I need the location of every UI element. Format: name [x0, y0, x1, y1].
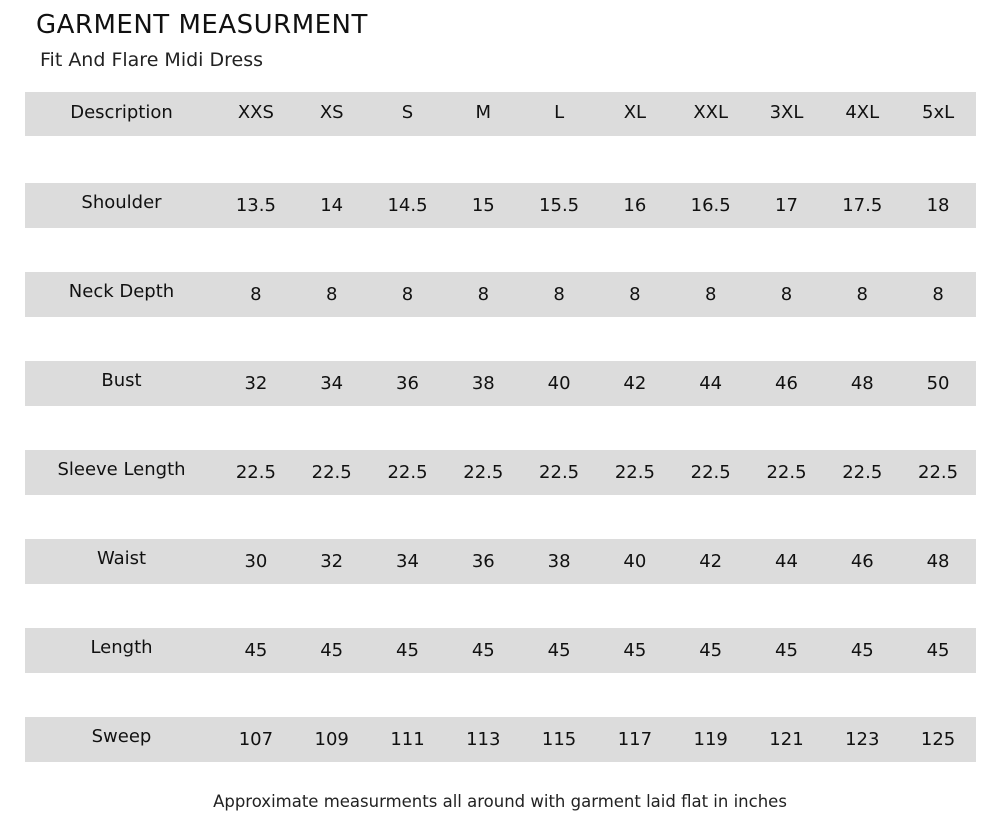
- table-cell: 32: [320, 551, 344, 572]
- table-cell: 45: [471, 640, 495, 661]
- table-cell: 121: [769, 729, 804, 750]
- table-cell: 8: [629, 284, 641, 305]
- size-chart-table: [25, 92, 976, 762]
- table-cell: 38: [547, 551, 571, 572]
- table-row-waist: [25, 539, 976, 584]
- header-description: Description: [70, 101, 173, 123]
- table-cell: 45: [926, 640, 950, 661]
- table-row-shoulder: [25, 183, 976, 228]
- table-cell: 8: [325, 284, 338, 305]
- table-cell: 111: [390, 729, 425, 750]
- table-row-bust: [25, 361, 976, 406]
- table-cell: 45: [396, 640, 419, 661]
- table-cell: 113: [466, 729, 501, 750]
- row-label: Bust: [101, 370, 142, 391]
- header-size-xxl: XXL: [693, 101, 729, 123]
- table-cell: 45: [775, 640, 798, 661]
- table-cell: 8: [780, 284, 793, 305]
- table-cell: 117: [617, 729, 653, 750]
- row-label: Neck Depth: [68, 281, 175, 302]
- table-cell: 22.5: [690, 462, 731, 483]
- table-cell: 15: [471, 195, 495, 216]
- table-cell: 34: [396, 551, 419, 572]
- table-cell: 18: [926, 195, 950, 216]
- table-cell: 50: [926, 373, 950, 394]
- table-cell: 14: [320, 195, 344, 216]
- table-cell: 8: [477, 284, 490, 305]
- table-cell: 115: [541, 729, 577, 750]
- table-cell: 46: [850, 551, 874, 572]
- table-row-sweep: [25, 717, 976, 762]
- page-title: GARMENT MEASURMENT: [36, 10, 368, 40]
- table-cell: 48: [926, 551, 950, 572]
- table-cell: 45: [699, 640, 723, 661]
- table-cell: 125: [920, 729, 956, 750]
- header-size-l: L: [554, 101, 565, 123]
- table-cell: 45: [623, 640, 647, 661]
- table-cell: 17: [775, 195, 798, 216]
- header-size-xs: XS: [319, 101, 344, 123]
- table-cell: 30: [244, 551, 268, 572]
- table-cell: 8: [932, 284, 944, 305]
- table-cell: 22.5: [539, 462, 580, 483]
- header-size-xxs: XXS: [237, 101, 274, 123]
- row-label: Sweep: [91, 726, 152, 747]
- table-cell: 34: [320, 373, 344, 394]
- table-cell: 22.5: [311, 462, 352, 483]
- table-cell: 22.5: [918, 462, 959, 483]
- table-cell: 107: [238, 729, 274, 750]
- table-cell: 40: [623, 551, 647, 572]
- table-cell: 22.5: [463, 462, 504, 483]
- table-cell: 42: [623, 373, 647, 394]
- table-cell: 109: [314, 729, 349, 750]
- header-size-3xl: 3XL: [769, 101, 804, 123]
- table-cell: 46: [775, 373, 798, 394]
- header-size-5xl: 5xL: [922, 101, 955, 123]
- table-cell: 8: [401, 284, 414, 305]
- table-cell: 36: [471, 551, 495, 572]
- table-cell: 8: [250, 284, 262, 305]
- header-size-4xl: 4XL: [845, 101, 880, 123]
- table-cell: 45: [547, 640, 571, 661]
- table-cell: 22.5: [235, 462, 276, 483]
- header-size-m: M: [475, 101, 492, 123]
- table-cell: 22.5: [766, 462, 807, 483]
- measurement-note: Approximate measurments all around with garment laid flat in inches: [213, 792, 787, 811]
- table-cell: 13.5: [235, 195, 276, 216]
- table-cell: 45: [244, 640, 268, 661]
- header-size-xl: XL: [623, 101, 647, 123]
- table-cell: 15.5: [539, 195, 580, 216]
- table-cell: 8: [856, 284, 868, 305]
- table-row-neck-depth: [25, 272, 976, 317]
- table-cell: 8: [553, 284, 565, 305]
- header-size-s: S: [401, 101, 414, 123]
- table-row-sleeve-length: [25, 450, 976, 495]
- table-cell: 38: [471, 373, 495, 394]
- table-cell: 36: [396, 373, 419, 394]
- table-cell: 8: [704, 284, 717, 305]
- row-label: Shoulder: [81, 192, 162, 213]
- product-name: Fit And Flare Midi Dress: [40, 49, 263, 71]
- table-cell: 45: [320, 640, 344, 661]
- table-cell: 17.5: [842, 195, 883, 216]
- table-cell: 22.5: [387, 462, 428, 483]
- row-label: Waist: [96, 548, 147, 569]
- table-cell: 22.5: [842, 462, 883, 483]
- table-cell: 48: [850, 373, 874, 394]
- table-cell: 119: [693, 729, 728, 750]
- table-row-length: [25, 628, 976, 673]
- row-label: Length: [90, 637, 153, 658]
- table-cell: 16.5: [690, 195, 731, 216]
- table-cell: 40: [547, 373, 571, 394]
- table-cell: 16: [623, 195, 647, 216]
- table-cell: 123: [845, 729, 880, 750]
- table-cell: 14.5: [387, 195, 428, 216]
- table-cell: 45: [850, 640, 874, 661]
- table-header-row: [25, 92, 976, 136]
- table-cell: 42: [699, 551, 723, 572]
- table-cell: 44: [775, 551, 798, 572]
- row-label: Sleeve Length: [57, 459, 186, 480]
- table-cell: 22.5: [614, 462, 655, 483]
- table-cell: 44: [699, 373, 723, 394]
- table-cell: 32: [244, 373, 268, 394]
